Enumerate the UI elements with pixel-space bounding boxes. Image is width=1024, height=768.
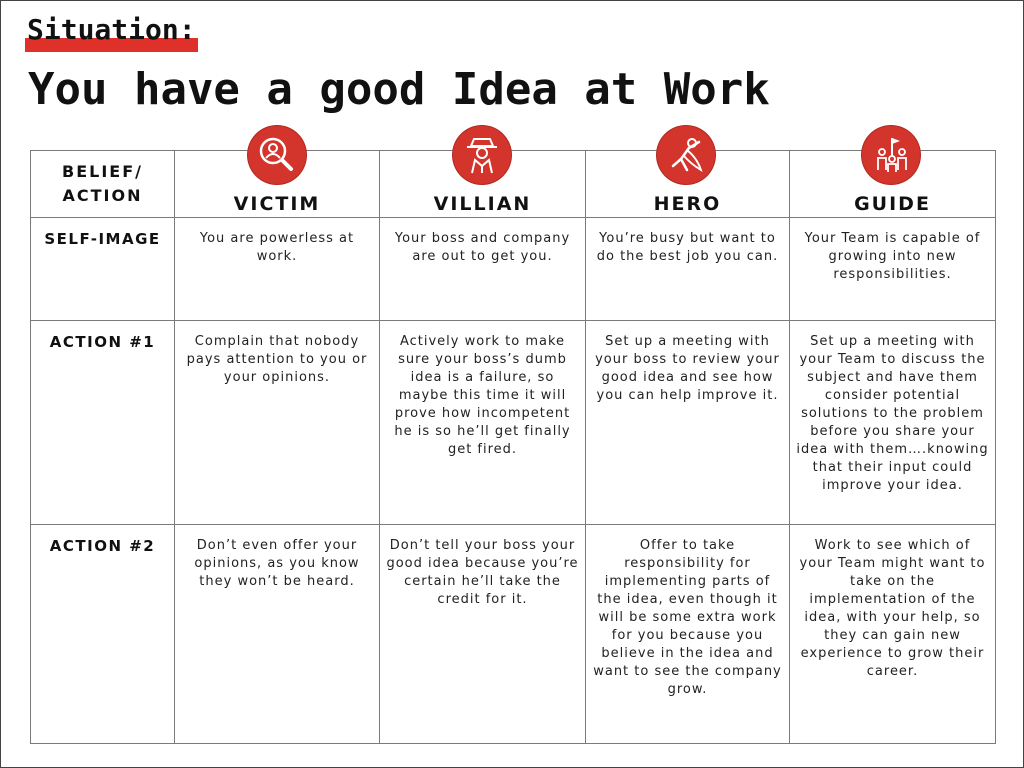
row-label-action-1: ACTION #1 bbox=[31, 321, 175, 525]
table-row-self-image bbox=[31, 218, 996, 321]
cell-self-image-villian: Your boss and company are out to get you. bbox=[380, 218, 586, 321]
team-flag-icon bbox=[862, 126, 920, 184]
table-row-action-2 bbox=[31, 525, 996, 744]
cell-self-image-victim: You are powerless at work. bbox=[175, 218, 380, 321]
cell-action-2-victim: Don’t even offer your opinions, as you know they won’t be heard. bbox=[175, 525, 380, 744]
column-header-victim: VICTIM bbox=[175, 151, 380, 218]
cell-action-2-villian: Don’t tell your boss your good idea because you’re certain he’ll take the credit for it. bbox=[380, 525, 586, 744]
magnifier-person-icon bbox=[248, 126, 306, 184]
corner-header bbox=[31, 151, 175, 218]
spy-icon bbox=[453, 126, 511, 184]
cell-action-2-guide: Work to see which of your Team might want to take on the implementation of the idea, with your help, so they can gain new experience to grow their career. bbox=[790, 525, 996, 744]
page-title: You have a good Idea at Work bbox=[28, 64, 770, 115]
cell-action-2-hero: Offer to take responsibility for implementing parts of the idea, even though it will be some extra work for you because you believe in the idea and want to see the company grow. bbox=[586, 525, 790, 744]
superhero-icon bbox=[657, 126, 715, 184]
corner-line-2: ACTION bbox=[62, 186, 143, 205]
cell-action-1-victim: Complain that nobody pays attention to you or your opinions. bbox=[175, 321, 380, 525]
cell-self-image-guide: Your Team is capable of growing into new responsibilities. bbox=[790, 218, 996, 321]
situation-label: Situation: bbox=[25, 12, 198, 52]
column-header-villian: VILLIAN bbox=[380, 151, 586, 218]
table-row-action-1 bbox=[31, 321, 996, 525]
row-label-action-2: ACTION #2 bbox=[31, 525, 175, 744]
cell-self-image-hero: You’re busy but want to do the best job you can. bbox=[586, 218, 790, 321]
cell-action-1-guide: Set up a meeting with your Team to discuss the subject and have them consider potential solutions to the problem before you share your idea with them….knowing that their input could improve your idea. bbox=[790, 321, 996, 525]
belief-action-table bbox=[30, 150, 996, 744]
table-header-row bbox=[31, 151, 996, 218]
column-header-guide: GUIDE bbox=[790, 151, 996, 218]
corner-line-1: BELIEF/ bbox=[62, 162, 143, 181]
cell-action-1-hero: Set up a meeting with your boss to review your good idea and see how you can help improve it. bbox=[586, 321, 790, 525]
column-header-hero: HERO bbox=[586, 151, 790, 218]
cell-action-1-villian: Actively work to make sure your boss’s dumb idea is a failure, so maybe this time it will prove how incompetent he is so he’ll get finally get fired. bbox=[380, 321, 586, 525]
row-label-self-image: SELF-IMAGE bbox=[31, 218, 175, 321]
